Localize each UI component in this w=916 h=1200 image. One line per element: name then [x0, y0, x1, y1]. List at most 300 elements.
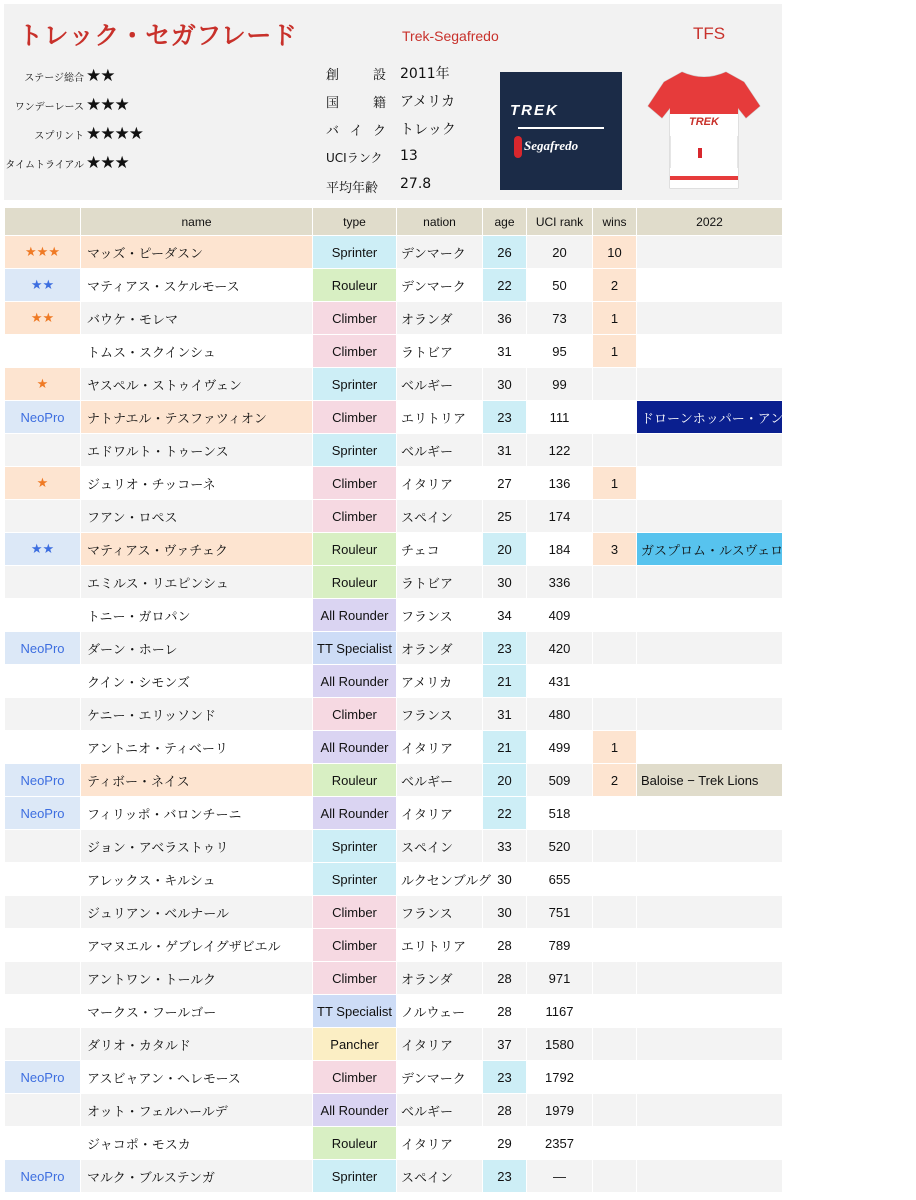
- table-row: [5, 1061, 783, 1094]
- rider-2022-team: [637, 434, 783, 467]
- rider-2022-team: [637, 665, 783, 698]
- rider-type: All Rounder: [313, 665, 397, 698]
- rider-name: オット・フェルハールデ: [81, 1094, 313, 1127]
- rider-nation: デンマーク: [397, 236, 483, 269]
- table-row: [5, 434, 783, 467]
- rider-nation: デンマーク: [397, 1061, 483, 1094]
- rider-wins: [593, 962, 637, 995]
- table-row: [5, 236, 783, 269]
- jersey-icon: [644, 64, 764, 194]
- info-uci-rank: [326, 147, 496, 169]
- col-header-age: age: [483, 208, 527, 236]
- rider-age: 23: [483, 632, 527, 665]
- rating-stars: ★★★: [86, 95, 129, 115]
- rider-wins: 1: [593, 467, 637, 500]
- info-label: バイク: [326, 124, 386, 139]
- table-row: [5, 566, 783, 599]
- rider-type: Sprinter: [313, 236, 397, 269]
- rider-2022-team: [637, 1160, 783, 1193]
- roster-body: [5, 236, 916, 1193]
- table-row: [5, 467, 783, 500]
- rider-wins: 2: [593, 764, 637, 797]
- team-name-jp: トレック・セガフレード: [18, 21, 298, 50]
- rider-wins: 10: [593, 236, 637, 269]
- team-code: TFS: [693, 24, 726, 43]
- rider-nation: イタリア: [397, 731, 483, 764]
- svg-text:TREK: TREK: [689, 116, 719, 128]
- rider-age: 30: [483, 368, 527, 401]
- rider-uci-rank: 409: [527, 599, 593, 632]
- table-row: [5, 731, 783, 764]
- rider-type: All Rounder: [313, 731, 397, 764]
- rider-mark: [5, 599, 81, 632]
- rider-2022-team: ガスプロム・ルスヴェロ: [637, 533, 783, 566]
- rider-2022-team: [637, 632, 783, 665]
- rider-wins: [593, 1094, 637, 1127]
- rider-mark: ★★: [5, 302, 81, 335]
- rider-nation: デンマーク: [397, 269, 483, 302]
- rider-nation: ベルギー: [397, 764, 483, 797]
- rider-type: Climber: [313, 962, 397, 995]
- rating-row-stage: [4, 66, 174, 86]
- rider-2022-team: [637, 302, 783, 335]
- rider-name: マティアス・ヴァチェク: [81, 533, 313, 566]
- rider-age: 26: [483, 236, 527, 269]
- rider-name: アントニオ・ティベーリ: [81, 731, 313, 764]
- rider-nation: フランス: [397, 599, 483, 632]
- rider-2022-team: Baloise − Trek Lions: [637, 764, 783, 797]
- rider-mark: [5, 1127, 81, 1160]
- rider-mark: [5, 500, 81, 533]
- rider-2022-team: [637, 731, 783, 764]
- rider-name: エドワルト・トゥーンス: [81, 434, 313, 467]
- rider-uci-rank: 518: [527, 797, 593, 830]
- rider-2022-team: [637, 929, 783, 962]
- rider-name: ジュリオ・チッコーネ: [81, 467, 313, 500]
- rider-age: 23: [483, 1061, 527, 1094]
- rider-mark: ★: [5, 368, 81, 401]
- rider-wins: [593, 1127, 637, 1160]
- rider-age: 30: [483, 896, 527, 929]
- info-value: トレック: [400, 122, 456, 138]
- rider-wins: [593, 1028, 637, 1061]
- table-row: [5, 797, 783, 830]
- rider-name: ティボー・ネイス: [81, 764, 313, 797]
- col-header-2022: 2022: [637, 208, 783, 236]
- rider-mark: [5, 698, 81, 731]
- rider-uci-rank: 789: [527, 929, 593, 962]
- rider-uci-rank: 509: [527, 764, 593, 797]
- rider-nation: イタリア: [397, 1127, 483, 1160]
- rider-type: Rouleur: [313, 566, 397, 599]
- rider-uci-rank: 655: [527, 863, 593, 896]
- rider-age: 22: [483, 797, 527, 830]
- rider-type: Sprinter: [313, 368, 397, 401]
- rider-nation: ベルギー: [397, 434, 483, 467]
- rider-nation: スペイン: [397, 830, 483, 863]
- table-row: [5, 929, 783, 962]
- rider-uci-rank: 50: [527, 269, 593, 302]
- rider-name: アスビャアン・ヘレモース: [81, 1061, 313, 1094]
- rider-2022-team: [637, 1127, 783, 1160]
- rider-wins: 2: [593, 269, 637, 302]
- rider-type: Sprinter: [313, 863, 397, 896]
- rider-uci-rank: 95: [527, 335, 593, 368]
- rider-nation: ラトビア: [397, 335, 483, 368]
- rider-type: Rouleur: [313, 764, 397, 797]
- rider-uci-rank: 971: [527, 962, 593, 995]
- rider-age: 31: [483, 698, 527, 731]
- rider-nation: ルクセンブルグ: [397, 863, 483, 896]
- rider-2022-team: [637, 1061, 783, 1094]
- info-label: 創設: [326, 68, 386, 83]
- rider-2022-team: ドローンホッパー・アンドローニ ジョカットリ: [637, 401, 783, 434]
- rider-age: 28: [483, 995, 527, 1028]
- rider-type: Climber: [313, 896, 397, 929]
- rider-mark: NeoPro: [5, 1160, 81, 1193]
- table-row: [5, 1160, 783, 1193]
- rider-wins: 3: [593, 533, 637, 566]
- rider-wins: [593, 566, 637, 599]
- rider-uci-rank: 111: [527, 401, 593, 434]
- table-row: [5, 1094, 783, 1127]
- rider-age: 30: [483, 863, 527, 896]
- rider-wins: [593, 929, 637, 962]
- rider-uci-rank: 122: [527, 434, 593, 467]
- rider-mark: [5, 1028, 81, 1061]
- rider-nation: イタリア: [397, 467, 483, 500]
- rider-mark: ★★★: [5, 236, 81, 269]
- info-nationality: [326, 90, 496, 112]
- rating-stars: ★★★★: [86, 124, 143, 144]
- rider-wins: [593, 896, 637, 929]
- rider-wins: [593, 863, 637, 896]
- rider-mark: [5, 335, 81, 368]
- info-label: 国籍: [326, 96, 386, 111]
- rider-2022-team: [637, 500, 783, 533]
- rider-type: Rouleur: [313, 1127, 397, 1160]
- info-bike: [326, 118, 496, 140]
- rating-label: スプリント: [34, 131, 84, 142]
- rider-uci-rank: 1979: [527, 1094, 593, 1127]
- rider-age: 31: [483, 434, 527, 467]
- rider-name: エミルス・リエピンシュ: [81, 566, 313, 599]
- rider-type: Climber: [313, 467, 397, 500]
- rider-2022-team: [637, 236, 783, 269]
- rider-name: アマヌエル・ゲブレイグザビエル: [81, 929, 313, 962]
- rider-type: Rouleur: [313, 533, 397, 566]
- rider-type: TT Specialist: [313, 632, 397, 665]
- table-row: [5, 401, 783, 434]
- rider-name: ダーン・ホーレ: [81, 632, 313, 665]
- rider-mark: NeoPro: [5, 797, 81, 830]
- rider-2022-team: [637, 962, 783, 995]
- rider-type: All Rounder: [313, 797, 397, 830]
- rider-age: 27: [483, 467, 527, 500]
- rider-nation: スペイン: [397, 500, 483, 533]
- rider-uci-rank: 520: [527, 830, 593, 863]
- rider-type: Climber: [313, 302, 397, 335]
- table-row: [5, 863, 783, 896]
- rider-age: 34: [483, 599, 527, 632]
- rider-age: 25: [483, 500, 527, 533]
- rider-age: 30: [483, 566, 527, 599]
- rider-name: バウケ・モレマ: [81, 302, 313, 335]
- table-row: [5, 698, 783, 731]
- rider-mark: ★: [5, 467, 81, 500]
- rider-uci-rank: 1792: [527, 1061, 593, 1094]
- rider-name: ケニー・エリッソンド: [81, 698, 313, 731]
- rider-type: All Rounder: [313, 1094, 397, 1127]
- rider-2022-team: [637, 368, 783, 401]
- table-row: [5, 599, 783, 632]
- rider-mark: [5, 830, 81, 863]
- info-founded: [326, 62, 496, 84]
- rating-stars: ★★★: [86, 153, 129, 173]
- rider-age: 22: [483, 269, 527, 302]
- rider-name: ダリオ・カタルド: [81, 1028, 313, 1061]
- table-row: [5, 302, 783, 335]
- rider-mark: NeoPro: [5, 1061, 81, 1094]
- rider-age: 23: [483, 401, 527, 434]
- col-header-nation: nation: [397, 208, 483, 236]
- rating-row-sprint: [4, 124, 174, 144]
- rider-nation: ベルギー: [397, 368, 483, 401]
- rider-age: 33: [483, 830, 527, 863]
- logo-divider: [518, 127, 604, 129]
- rider-2022-team: [637, 566, 783, 599]
- rider-wins: [593, 1061, 637, 1094]
- rider-nation: オランダ: [397, 302, 483, 335]
- rider-uci-rank: —: [527, 1160, 593, 1193]
- rider-age: 20: [483, 533, 527, 566]
- rider-type: Sprinter: [313, 434, 397, 467]
- col-header-type: type: [313, 208, 397, 236]
- rider-age: 28: [483, 962, 527, 995]
- roster-table: [4, 207, 916, 1193]
- rider-type: Pancher: [313, 1028, 397, 1061]
- rider-nation: イタリア: [397, 797, 483, 830]
- rider-nation: ベルギー: [397, 1094, 483, 1127]
- rider-wins: [593, 632, 637, 665]
- rider-name: マルク・ブルステンガ: [81, 1160, 313, 1193]
- rider-2022-team: [637, 863, 783, 896]
- rider-nation: オランダ: [397, 632, 483, 665]
- rider-name: ジョン・アベラストゥリ: [81, 830, 313, 863]
- rating-row-oneday: [4, 95, 174, 115]
- rider-nation: オランダ: [397, 962, 483, 995]
- rider-2022-team: [637, 896, 783, 929]
- rider-uci-rank: 420: [527, 632, 593, 665]
- rider-name: マークス・フールゴー: [81, 995, 313, 1028]
- info-value: 27.8: [400, 176, 432, 192]
- col-header-mark: [5, 208, 81, 236]
- table-row: [5, 269, 783, 302]
- rider-uci-rank: 336: [527, 566, 593, 599]
- rider-age: 28: [483, 929, 527, 962]
- rider-wins: 1: [593, 731, 637, 764]
- rider-name: クイン・シモンズ: [81, 665, 313, 698]
- rider-type: Climber: [313, 500, 397, 533]
- rider-name: マッズ・ピーダスン: [81, 236, 313, 269]
- logo-trek-text: TREK: [510, 102, 559, 119]
- info-label: 平均年齢: [326, 181, 379, 196]
- rider-uci-rank: 20: [527, 236, 593, 269]
- rider-2022-team: [637, 797, 783, 830]
- rider-mark: [5, 929, 81, 962]
- rider-uci-rank: 184: [527, 533, 593, 566]
- rider-wins: [593, 401, 637, 434]
- info-value: 13: [400, 148, 418, 164]
- info-avg-age: [326, 175, 496, 197]
- rider-2022-team: [637, 1094, 783, 1127]
- rider-name: トムス・スクインシュ: [81, 335, 313, 368]
- table-header-row: [5, 208, 783, 236]
- rider-nation: アメリカ: [397, 665, 483, 698]
- rider-2022-team: [637, 698, 783, 731]
- rider-uci-rank: 73: [527, 302, 593, 335]
- info-label: UCIランク: [326, 151, 383, 165]
- rider-wins: [593, 995, 637, 1028]
- table-row: [5, 995, 783, 1028]
- rating-stars: ★★: [86, 66, 115, 86]
- table-row: [5, 764, 783, 797]
- table-row: [5, 830, 783, 863]
- rider-wins: [593, 368, 637, 401]
- rider-type: Climber: [313, 335, 397, 368]
- rider-mark: [5, 962, 81, 995]
- table-row: [5, 632, 783, 665]
- rider-name: トニー・ガロパン: [81, 599, 313, 632]
- table-row: [5, 962, 783, 995]
- col-header-uci-rank: UCI rank: [527, 208, 593, 236]
- rider-name: フィリッポ・バロンチーニ: [81, 797, 313, 830]
- rider-nation: イタリア: [397, 1028, 483, 1061]
- rating-label: タイムトライアル: [5, 160, 84, 171]
- rating-row-tt: [4, 153, 174, 173]
- rider-age: 28: [483, 1094, 527, 1127]
- rider-mark: [5, 1094, 81, 1127]
- table-row: [5, 896, 783, 929]
- rider-2022-team: [637, 269, 783, 302]
- info-value: 2011年: [400, 66, 450, 82]
- rider-age: 29: [483, 1127, 527, 1160]
- rider-type: Rouleur: [313, 269, 397, 302]
- rider-name: アントワン・トールク: [81, 962, 313, 995]
- rider-mark: [5, 731, 81, 764]
- rider-age: 31: [483, 335, 527, 368]
- rider-name: ヤスペル・ストゥイヴェン: [81, 368, 313, 401]
- col-header-name: name: [81, 208, 313, 236]
- rider-mark: [5, 434, 81, 467]
- rider-mark: NeoPro: [5, 632, 81, 665]
- rider-name: ジュリアン・ベルナール: [81, 896, 313, 929]
- rider-mark: NeoPro: [5, 764, 81, 797]
- rider-2022-team: [637, 467, 783, 500]
- rider-type: Climber: [313, 401, 397, 434]
- rider-age: 23: [483, 1160, 527, 1193]
- rider-wins: 1: [593, 335, 637, 368]
- rider-name: マティアス・スケルモース: [81, 269, 313, 302]
- rider-uci-rank: 136: [527, 467, 593, 500]
- rider-wins: [593, 434, 637, 467]
- rider-uci-rank: 2357: [527, 1127, 593, 1160]
- logo-segafredo-text: Segafredo: [524, 138, 579, 153]
- rider-uci-rank: 1580: [527, 1028, 593, 1061]
- rider-mark: [5, 863, 81, 896]
- rider-type: Sprinter: [313, 830, 397, 863]
- rider-mark: ★★: [5, 269, 81, 302]
- rider-nation: チェコ: [397, 533, 483, 566]
- rider-2022-team: [637, 599, 783, 632]
- rider-wins: [593, 500, 637, 533]
- rider-2022-team: [637, 830, 783, 863]
- rider-mark: [5, 665, 81, 698]
- rider-type: Climber: [313, 929, 397, 962]
- info-value: アメリカ: [400, 94, 456, 110]
- rider-nation: ラトビア: [397, 566, 483, 599]
- rider-age: 20: [483, 764, 527, 797]
- rider-age: 21: [483, 731, 527, 764]
- team-logo: [500, 72, 622, 190]
- rider-wins: [593, 1160, 637, 1193]
- rider-nation: フランス: [397, 698, 483, 731]
- rider-type: Climber: [313, 1061, 397, 1094]
- rider-type: Sprinter: [313, 1160, 397, 1193]
- rating-label: ワンデーレース: [14, 102, 84, 113]
- rider-nation: フランス: [397, 896, 483, 929]
- team-name-en: Trek-Segafredo: [402, 28, 499, 44]
- rider-wins: 1: [593, 302, 637, 335]
- logo-accent: [514, 136, 522, 158]
- rider-wins: [593, 698, 637, 731]
- col-header-wins: wins: [593, 208, 637, 236]
- rating-label: ステージ総合: [24, 73, 84, 84]
- rider-name: アレックス・キルシュ: [81, 863, 313, 896]
- rider-nation: エリトリア: [397, 929, 483, 962]
- rider-uci-rank: 499: [527, 731, 593, 764]
- rider-uci-rank: 174: [527, 500, 593, 533]
- table-row: [5, 335, 783, 368]
- rider-uci-rank: 751: [527, 896, 593, 929]
- rider-uci-rank: 480: [527, 698, 593, 731]
- rider-2022-team: [637, 335, 783, 368]
- rider-mark: NeoPro: [5, 401, 81, 434]
- table-row: [5, 665, 783, 698]
- rider-mark: [5, 566, 81, 599]
- rider-2022-team: [637, 995, 783, 1028]
- rider-mark: [5, 896, 81, 929]
- rider-nation: ノルウェー: [397, 995, 483, 1028]
- rider-age: 36: [483, 302, 527, 335]
- rider-nation: スペイン: [397, 1160, 483, 1193]
- rider-uci-rank: 431: [527, 665, 593, 698]
- rider-2022-team: [637, 1028, 783, 1061]
- rider-type: TT Specialist: [313, 995, 397, 1028]
- rider-uci-rank: 99: [527, 368, 593, 401]
- rider-wins: [593, 599, 637, 632]
- rider-uci-rank: 1167: [527, 995, 593, 1028]
- rider-name: ジャコポ・モスカ: [81, 1127, 313, 1160]
- rider-name: ナトナエル・テスファツィオン: [81, 401, 313, 434]
- table-row: [5, 533, 783, 566]
- rider-mark: ★★: [5, 533, 81, 566]
- table-row: [5, 368, 783, 401]
- rider-wins: [593, 665, 637, 698]
- table-row: [5, 1028, 783, 1061]
- team-header: [4, 4, 782, 200]
- rider-type: All Rounder: [313, 599, 397, 632]
